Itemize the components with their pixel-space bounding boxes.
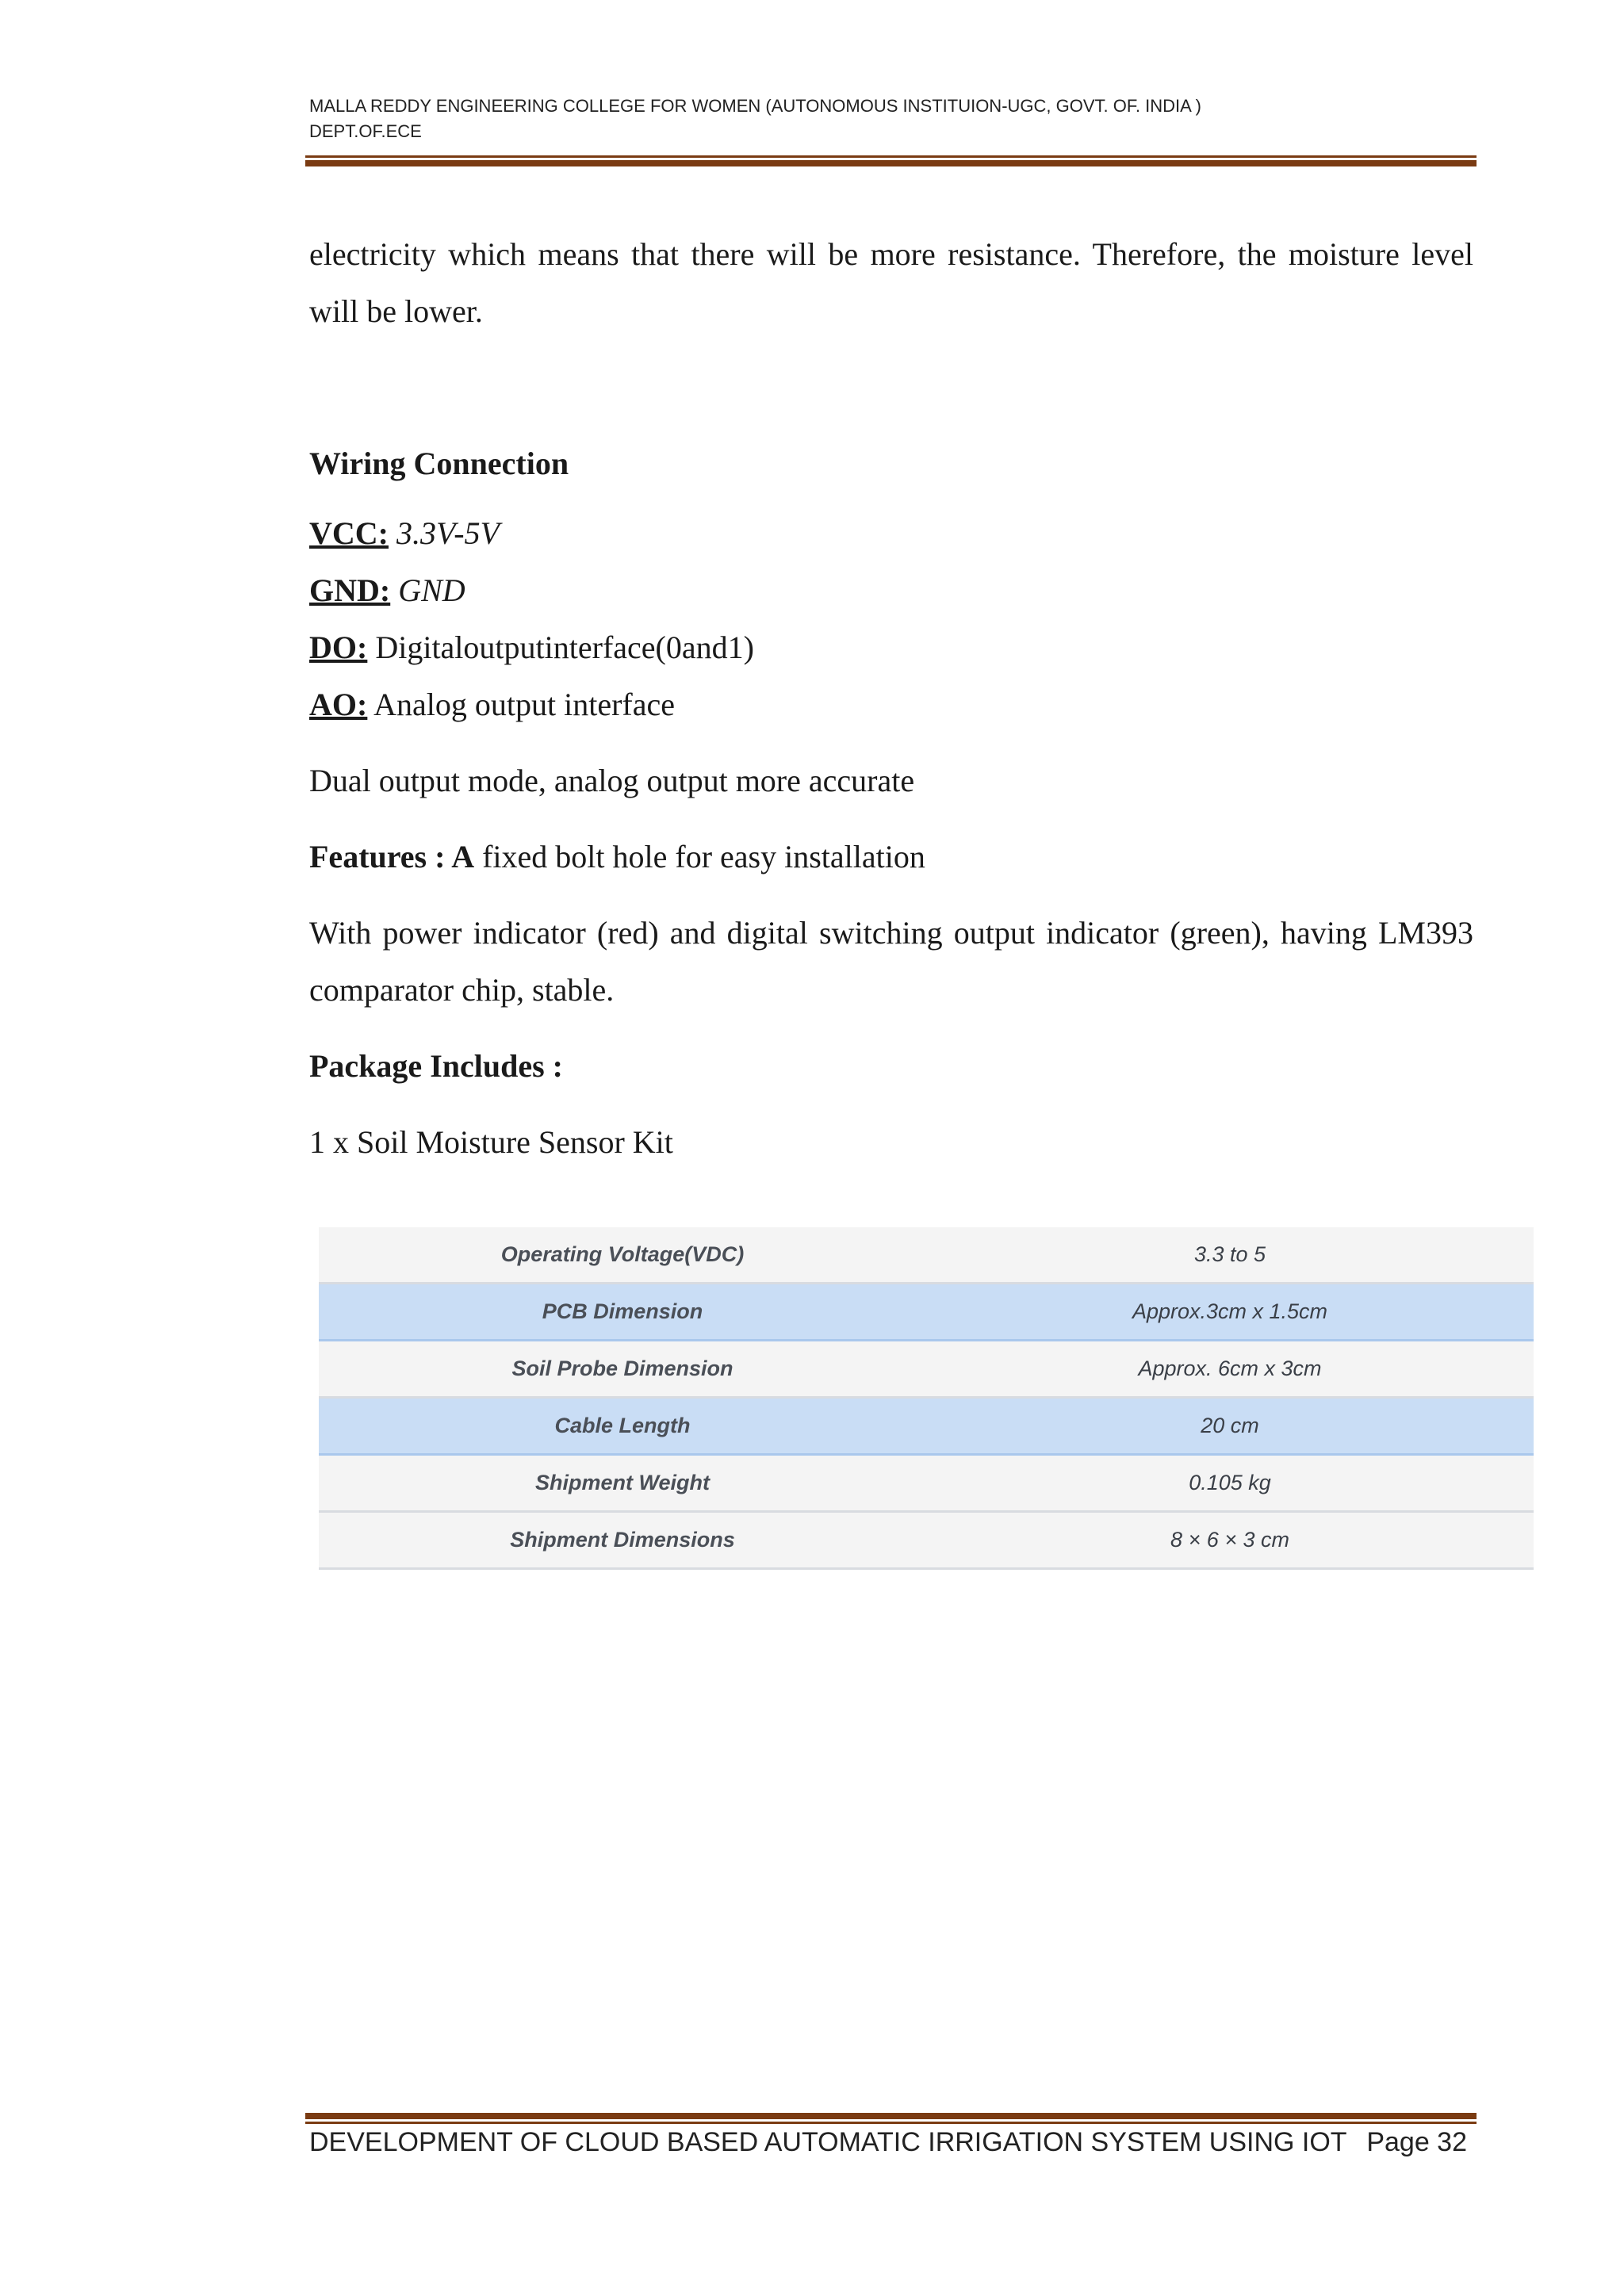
spec-label: Shipment Dimensions	[319, 1512, 926, 1569]
spec-label: Cable Length	[319, 1398, 926, 1455]
page-number: Page 32	[1366, 2127, 1467, 2157]
page-content	[309, 226, 1473, 1171]
wiring-gnd	[309, 562, 1473, 619]
footer-divider	[305, 2113, 1477, 2124]
page-header	[309, 94, 1475, 144]
do-value: Digitaloutputinterface(0and1)	[375, 629, 754, 665]
wiring-do	[309, 619, 1473, 676]
header-department: DEPT.OF.ECE	[309, 121, 422, 141]
package-heading: Package Includes :	[309, 1048, 563, 1084]
table-row	[319, 1341, 1534, 1398]
spec-value: Approx.3cm x 1.5cm	[926, 1284, 1534, 1341]
table-row	[319, 1398, 1534, 1455]
spec-label: Soil Probe Dimension	[319, 1341, 926, 1398]
spec-table	[319, 1227, 1534, 1570]
spec-label: Shipment Weight	[319, 1455, 926, 1512]
spec-value: 8 × 6 × 3 cm	[926, 1512, 1534, 1569]
vcc-label: VCC:	[309, 515, 389, 551]
spec-value: 20 cm	[926, 1398, 1534, 1455]
ao-label: AO:	[309, 687, 368, 722]
table-row	[319, 1512, 1534, 1569]
wiring-ao	[309, 676, 1473, 733]
table-row	[319, 1227, 1534, 1284]
ao-value: Analog output interface	[373, 687, 675, 722]
header-divider	[305, 155, 1477, 166]
page-footer	[309, 2127, 1467, 2158]
gnd-label: GND:	[309, 572, 391, 608]
indicator-paragraph: With power indicator (red) and digital switching output indicator (green), having LM393 comparator chip, stable.	[309, 915, 1473, 1008]
table-row	[319, 1455, 1534, 1512]
features-label: Features : A	[309, 839, 475, 874]
dual-output-text: Dual output mode, analog output more accurate	[309, 763, 915, 798]
spec-value: 3.3 to 5	[926, 1227, 1534, 1284]
gnd-value: GND	[398, 572, 465, 608]
header-college-name: MALLA REDDY ENGINEERING COLLEGE FOR WOMEN (AUTONOMOUS INSTITUION-UGC, GOVT. OF. INDIA )	[309, 96, 1201, 116]
intro-paragraph: electricity which means that there will be more resistance. Therefore, the moisture level will be lower.	[309, 236, 1473, 329]
features-text: fixed bolt hole for easy installation	[482, 839, 925, 874]
spec-label: PCB Dimension	[319, 1284, 926, 1341]
vcc-value: 3.3V-5V	[396, 515, 500, 551]
spec-label: Operating Voltage(VDC)	[319, 1227, 926, 1284]
package-item: 1 x Soil Moisture Sensor Kit	[309, 1124, 673, 1160]
do-label: DO:	[309, 629, 368, 665]
wiring-list	[309, 505, 1473, 733]
spec-value: 0.105 kg	[926, 1455, 1534, 1512]
table-row	[319, 1284, 1534, 1341]
footer-title: DEVELOPMENT OF CLOUD BASED AUTOMATIC IRRIGATION SYSTEM USING IOT	[309, 2127, 1347, 2157]
wiring-heading: Wiring Connection	[309, 446, 569, 481]
wiring-vcc	[309, 505, 1473, 562]
spec-value: Approx. 6cm x 3cm	[926, 1341, 1534, 1398]
features-line	[309, 828, 1473, 886]
